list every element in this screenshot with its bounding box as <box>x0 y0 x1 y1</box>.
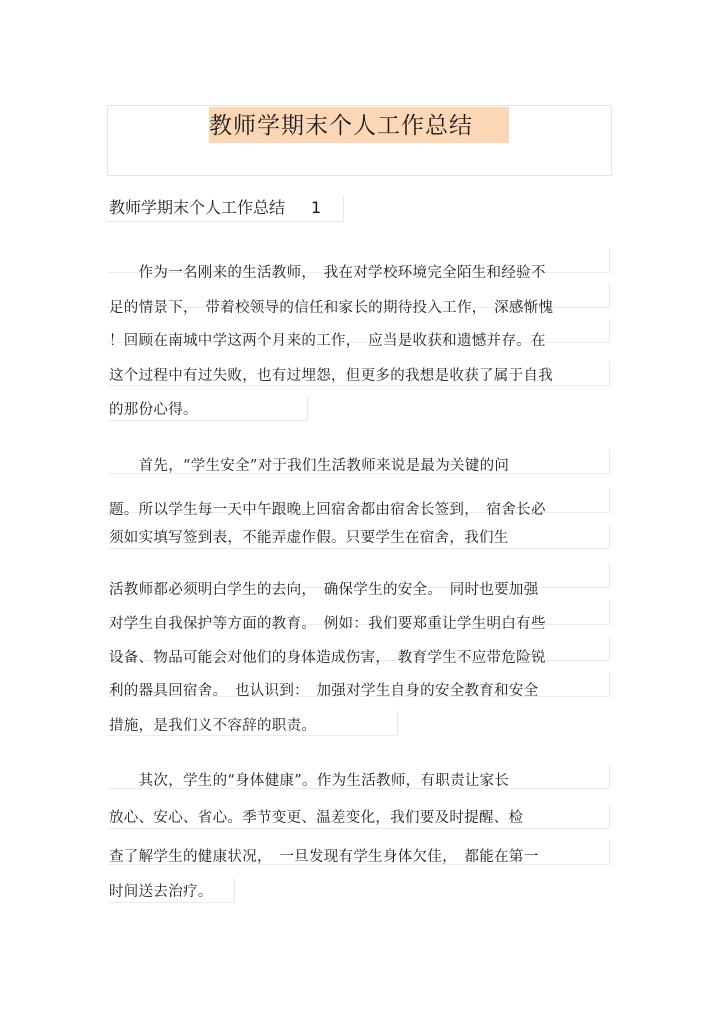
text-line: 对学生自我保护等方面的教育。 例如：我们要郑重让学生明白有些 <box>109 616 546 632</box>
document-title: 教师学期末个人工作总结 <box>209 113 473 139</box>
text-line: ！回顾在南城中学这两个月来的工作， 应当是收获和遗憾并存。在 <box>109 333 546 349</box>
text-line: 活教师都必须明白学生的去向， 确保学生的安全。 同时也要加强 <box>109 582 539 598</box>
text-line: 利的器具回宿舍。 也认识到： 加强对学生自身的安全教育和安全 <box>109 683 539 699</box>
text-line: 放心、安心、省心。季节变更、温差变化，我们要及时提醒、检 <box>109 810 524 826</box>
subtitle-text: 教师学期末个人工作总结 <box>109 198 286 217</box>
text-line: 其次，学生的“身体健康”。作为生活教师，有职责让家长 <box>109 773 510 789</box>
text-line: 设备、物品可能会对他们的身体造成伤害， 教育学生不应带危险锐 <box>109 650 546 666</box>
text-line: 足的情景下， 带着校领导的信任和家长的期待投入工作， 深感惭愧 <box>109 300 554 316</box>
text-line: 题。所以学生每一天中午跟晚上回宿舍都由宿舍长签到， 宿舍长必 <box>109 502 546 518</box>
text-line: 作为一名刚来的生活教师， 我在对学校环境完全陌生和经验不 <box>109 265 546 281</box>
document-subtitle <box>109 195 321 221</box>
text-line: 查了解学生的健康状况， 一旦发现有学生身体欠佳， 都能在第一 <box>109 849 539 865</box>
text-line: 这个过程中有过失败，也有过埋怨，但更多的我想是收获了属于自我 <box>109 368 553 384</box>
text-line: 的那份心得。 <box>109 402 198 418</box>
text-line: 须如实填写签到表，不能弄虚作假。只要学生在宿舍，我们生 <box>109 530 509 546</box>
text-line: 时间送去治疗。 <box>109 884 213 900</box>
text-line: 措施，是我们义不容辞的职责。 <box>109 718 317 734</box>
subtitle-number: 1 <box>311 198 322 217</box>
text-line: 首先，“学生安全”对于我们生活教师来说是最为关键的问 <box>109 458 510 474</box>
